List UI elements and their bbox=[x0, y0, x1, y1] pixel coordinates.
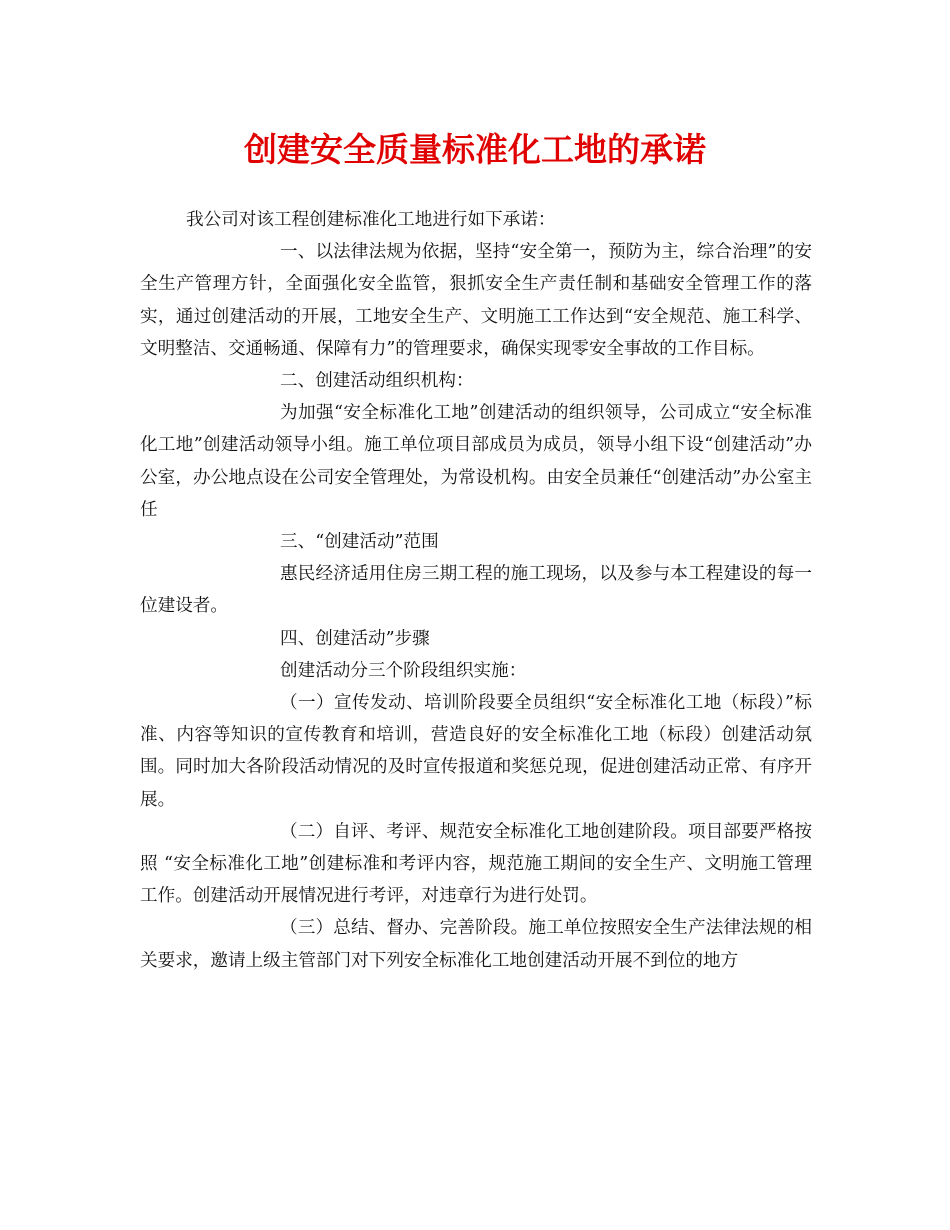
section-2-heading: 二、创建活动组织机构： bbox=[280, 371, 474, 392]
section-3-heading: 三、“创建活动”范围 bbox=[280, 532, 439, 553]
section-3-paragraph: 惠民经济适用住房三期工程的施工现场，以及参与本工程建设的每一位建设者。 bbox=[140, 564, 812, 617]
stage-3-paragraph: （三）总结、督办、完善阶段。施工单位按照安全生产法律法规的相关要求，邀请上级主管部门对下列安全标准化工地创建活动开展不到位的地方 bbox=[140, 918, 812, 971]
stage-1-paragraph: （一）宣传发动、培训阶段要全员组织“安全标准化工地（标段）”标准、内容等知识的宣传教育和培训，营造良好的安全标准化工地（标段）创建活动氛围。同时加大各阶段活动情况的及时宣传报道和奖惩兑现，促进创建活动正常、有序开展。 bbox=[140, 693, 812, 810]
section-1-paragraph: 一、以法律法规为依据，坚持“安全第一，预防为主，综合治理”的安全生产管理方针，全面强化安全监管，狠抓安全生产责任制和基础安全管理工作的落实，通过创建活动的开展，工地安全生产、文明施工工作达到“安全规范、施工科学、文明整洁、交通畅通、保障有力”的管理要求，确保实现零安全事故的工作目标。 bbox=[140, 242, 812, 359]
document-title: 创建安全质量标准化工地的承诺 bbox=[244, 130, 706, 169]
section-4-heading: 四、创建活动”步骤 bbox=[280, 628, 430, 649]
intro-paragraph: 我公司对该工程创建标准化工地进行如下承诺： bbox=[186, 210, 556, 230]
document-body bbox=[140, 204, 812, 977]
section-2-paragraph: 为加强“安全标准化工地”创建活动的组织领导，公司成立“安全标准化工地”创建活动领导小组。施工单位项目部成员为成员，领导小组下设“创建活动”办公室，办公地点设在公司安全管理处，为常设机构。由安全员兼任“创建活动”办公室主任 bbox=[140, 403, 812, 520]
section-4-paragraph: 创建活动分三个阶段组织实施： bbox=[280, 660, 527, 681]
stage-2-paragraph: （二）自评、考评、规范安全标准化工地创建阶段。项目部要严格按照 “安全标准化工地”创建标准和考评内容，规范施工期间的安全生产、文明施工管理工作。创建活动开展情况进行考评，对违章行为进行处罚。 bbox=[140, 821, 812, 907]
